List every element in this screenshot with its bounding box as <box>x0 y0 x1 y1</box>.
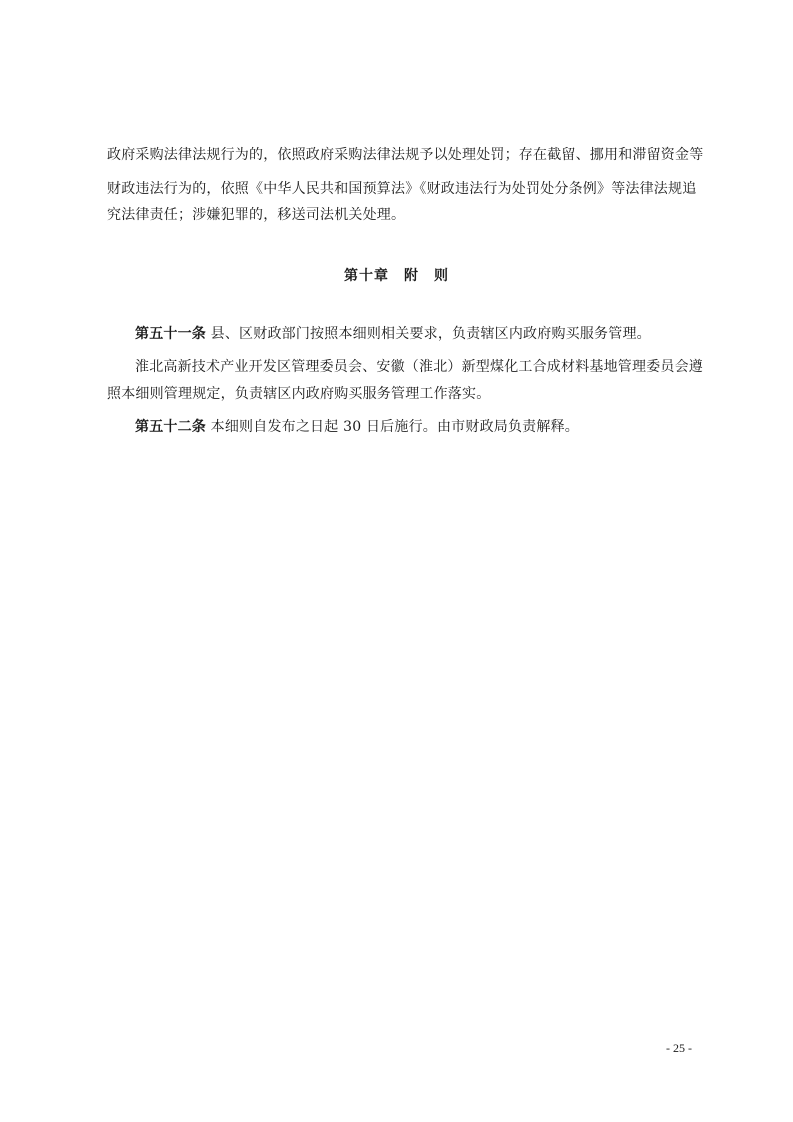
paragraph-line: 政府采购法律法规行为的，依照政府采购法律法规予以处理处罚；存在截留、挪用和滞留资金等 <box>107 147 704 163</box>
page-number: - 25 - <box>666 1041 692 1055</box>
paragraph-line: 淮北高新技术产业开发区管理委员会、安徽（淮北）新型煤化工合成材料基地管理委员会遵 <box>135 359 703 375</box>
article-label: 第五十二条 <box>135 419 206 435</box>
chapter-heading: 第十章 附 则 <box>344 268 449 284</box>
paragraph-line: 照本细则管理规定，负责辖区内政府购买服务管理工作落实。 <box>107 386 491 402</box>
article-label: 第五十一条 <box>135 326 206 342</box>
paragraph-line: 财政违法行为的，依照《中华人民共和国预算法》《财政违法行为处罚处分条例》等法律法规追 <box>107 181 697 197</box>
article-52 <box>135 417 579 437</box>
article-text: 县、区财政部门按照本细则相关要求，负责辖区内政府购买服务管理。 <box>210 326 651 342</box>
paragraph-line: 究法律责任；涉嫌犯罪的，移送司法机关处理。 <box>107 207 406 223</box>
article-51 <box>135 324 651 344</box>
article-text: 本细则自发布之日起 30 日后施行。由市财政局负责解释。 <box>210 419 579 435</box>
